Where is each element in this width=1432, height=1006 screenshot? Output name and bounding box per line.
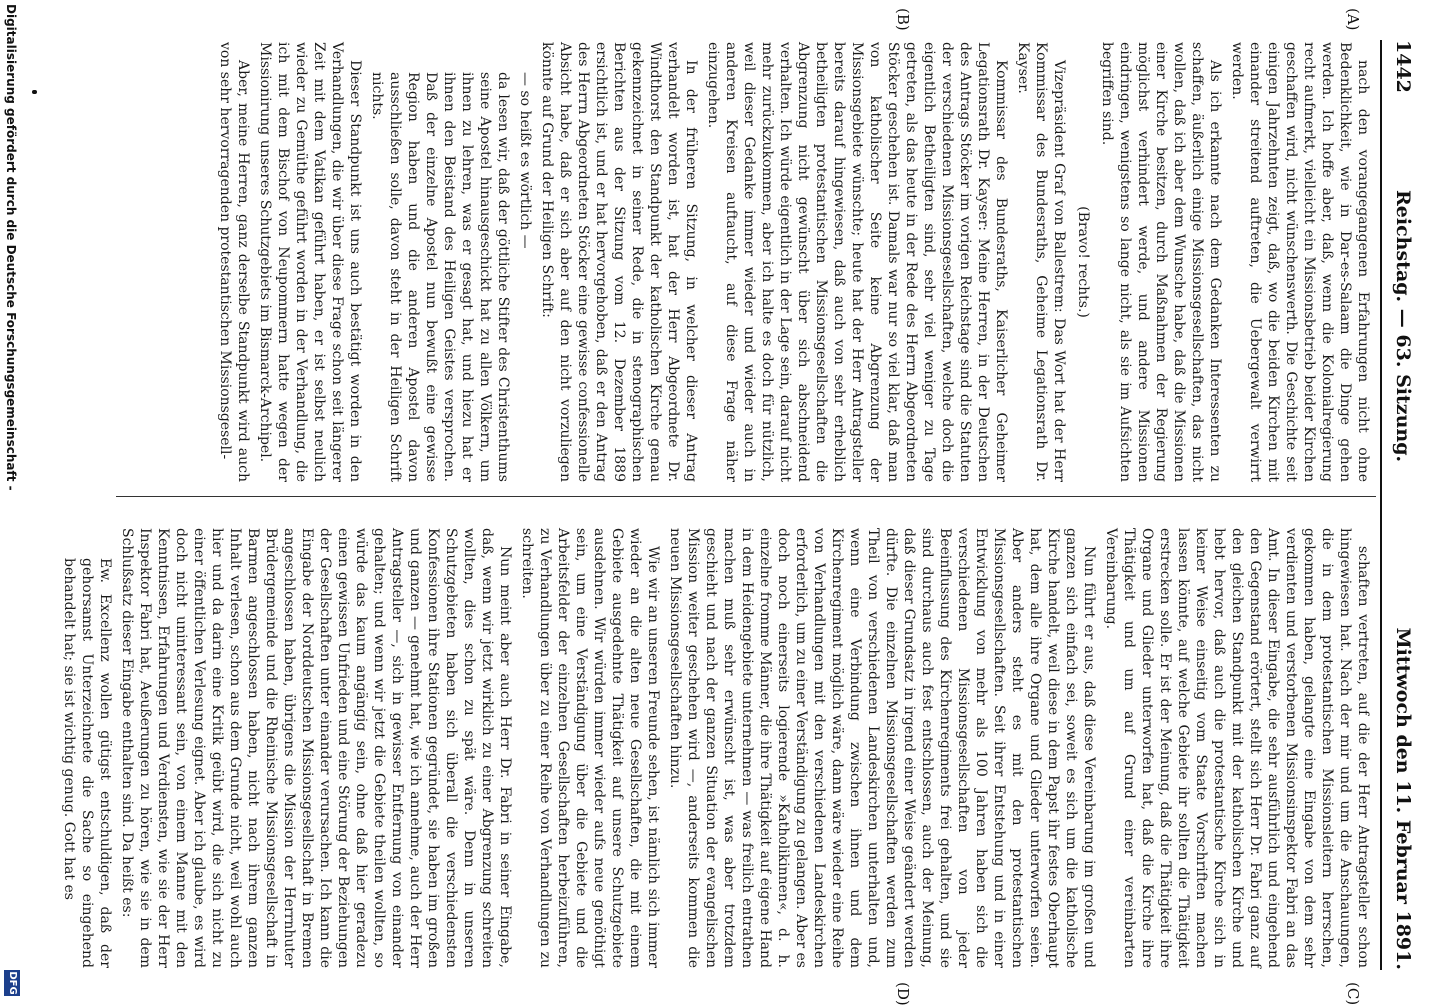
scan-speck [32,90,37,94]
applause-note: (Bravo! rechts.) [1075,206,1091,318]
left-column [212,42,1372,482]
margin-label-b: (B) [894,8,912,31]
paragraph: Aber, meine Herren, ganz derselbe Standpunkt wird auch von sehr hervorragenden protestantischen Missionsgesell- [217,42,251,482]
paragraph: Wie wir an unseren Freunde sehen, ist nämlich sich immer wieder an die alten neue Gesellschaften, die mit einem Gebiete ausgedehnte Thätigkeit auf unsere Schutzgebiete ausdehnen. Wir würden immer wieder aufs neue genöthigt sein, um eine Verständigung über die Gebiete und die Arbeitsfelder der einzelnen Gesellschaften herbeizuführen, zu Verhandlungen über zu einer Reihe von Verhandlungen zu schreiten. [519,528,661,968]
right-column [56,528,1372,968]
paragraph: nach den vorangegangenen Erfahrungen nicht ohne Bedenklichkeit, wie in Dar-es-Salaam die Dinge gehen werden. Ich hoffe aber, daß, wenn die Kolonialregierung recht aufmerkt, vielleicht ein Missionsbetrieb beider Kirchen geschaffen wird, nicht wünschenswerth. Die Geschichte seit einigen Jahrzehnten zeigt, daß, wo die beiden Kirchen mit einander streitend auftreten, die Uebergewalt verwirrt werden. [1229,42,1371,482]
paragraph: Kommissar des Bundesraths, Kaiserlicher Geheimer Legationsrath Dr. Kayser: Meine Herren, in der Deutschen des Antrags Stöcker im vorigen Reichstage sind die Statuten der verschiedenen Missionsgesellschaften, welche doch die eigentlich Betheiligten sind, sehr viel weniger zu Tage getreten, als das heute in der Rede des Herrn Abgeordneten Stöcker geschehen ist. Damals war nur so viel klar, daß man von katholischer Seite keine Abgrenzung der Missionsgebiete wünschte; heute hat der Herr Antragsteller bereits darauf hingewiesen, daß auch von sehr erheblich betheiligten protestantischen Missionsgesellschaften die Abgrenzung nicht gewünscht über sich abschneidend verhalten. Ich würde eigentlich in der Lage sein, darauf nicht mehr zurückzukommen, aber ich halte es doch für nützlich, weil dieser Gedanke immer wieder und wieder auch in anderen Kreisen auftaucht, auf diese Frage näher einzugehen. [705,42,1009,482]
page-title: Reichstag. — 63. Sitzung. [1392,190,1414,463]
paragraph: Als ich erkannte nach dem Gedanken Interessenten zu schaffen, äußerlich einige Missionsgesellschaften, das nicht wollen, daß ich aber dem Wunsche habe, daß die Missionen einer Kirche besitzen, durch Maßnahmen der Regierung möglichst verhindert werde, und andere Missionen eindringen, wenigstens so lange nicht, als sie im Aufsichten begriffen sind. [1099,42,1223,482]
paragraph: In der früheren Sitzung, in welcher dieser Antrag verhandelt worden ist, hat der Herr Abgeordnete Dr. Windthorst den Standpunkt der katholischen Kirche genau gekennzeichnet in seiner Rede, die in stenographischen Berichten aus der Sitzung vom 12. Dezember 1889 ersichtlich ist, und er hat hervorgehoben, daß er den Antrag des Herrn Abgeordneten Stöcker eine gewisse confessionelle Absicht habe, daß er sich aber auf den nicht vorzuliegen könnte auf Grund der Heiligen Schrift: [539,42,699,482]
page-date: Mittwoch den 11. Februar 1891. [1392,627,1414,970]
page-header [1384,40,1414,970]
credit-text: Digitalisierung gefördert durch die Deutsche Forschungsgemeinschaft - [4,4,18,491]
paragraph: Nun führt er aus, daß diese Vereinbarung im großen und ganzen sich einfach sei, soweit es sich um die katholische Kirche handelt, weil diese in dem Papst ihr festes Oberhaupt hat, dem alle ihre Organe und Glieder unterworfen seien. Aber anders steht es mit den protestantischen Missionsgesellschaften. Seit ihrer Entstehung und in einer Entwicklung von mehr als 100 Jahren haben sich die verschiedenen Missionsgesellschaften von jeder Beeinflussung des Kirchenregiments frei gehalten, und sie sind durchaus auch fest entschlossen, auch der Meinung, daß dieser Grundsatz in irgend einer Weise geändert werden dürfte. Die einzelnen Missionsgesellschaften werden zum Theil von verschiedenen Landeskirchen unterhalten und, wenn eine Verbindung zwischen ihnen und dem Kirchenregiment möglich wäre, dann wäre wieder eine Reihe von Verhandlungen mit den verschiedenen Landeskirchen erforderlich, um zu einer Verständigung zu gelangen. Aber es doch noch einerseits logierende »Katholikinnen«, d. h. einzelne fromme Männer, die ihre Thätigkeit auf eigene Hand in dem Heidengebiete unternehmen — was freilich entrathen machen muß sehr erwünscht ist, was aber trotzdem geschieht und nach der ganzen Situation der evangelischen Mission weiter geschehen wird —, anderseits kommen die neuen Missionsgesellschaften hinzu. [667,528,1097,968]
paragraph: schaften vertreten, auf die der Herr Antragsteller schon hingewiesen hat. Nach der mir und um die Anschauungen, die in dem protestantischen Missionsleitern herrschen, gekommen haben, gelangte eine Eingabe von dem sehr verdienten und verstorbenen Missionsinspektor Fabri an das Amt. In dieser Eingabe, die sehr ausführlich und eingehend den Gegenstand erörtert, stellt sich Herr Dr. Fabri ganz auf den gleichen Standpunkt mit der katholischen Kirche und hebt hervor, daß auch die protestantische Kirche sich in keiner Weise einseitig vom Staate Vorschriften machen lassen könnte, auf welche Gebiete ihr sollten die Thätigkeit erstrecken solle. Er ist der Meinung, daß die Thätigkeit ihre Organe und Glieder unterworfen hat, daß die Kirche ihre Thätigkeit und um auf Grund einer vereinbarten Vereinbarung. [1103,528,1371,968]
paragraph: Vizepräsident Graf von Ballestrem: Das Wort hat der Herr Kommissar des Bundesraths, Geheime Legationsrath Dr. Kayser. [1015,42,1067,482]
margin-label-c: (C) [1344,982,1362,1006]
quotation: Ew. Excellenz wollen gütigst entschuldigen, daß der gehorsamst Unterzeichnete die Sache so eingehend behandelt hat; sie ist wichtig genug. Gott hat es [61,558,113,968]
column-divider [116,496,1376,497]
paragraph: Dieser Standpunkt ist uns auch bestätigt worden in den Verhandlungen, die wir über diese Frage schon seit längerer Zeit mit dem Vatikan geführt haben, er ist selbst neulich wieder zu Gemüthe geführt worden in der Verhandlung, die ich mit dem Bischof von Neupommern hatte wegen der Missionirung unseres Schutzgebiets im Bismarck-Archipel. [257,42,363,482]
margin-label-a: (A) [1344,8,1362,31]
page-number: 1442 [1392,40,1414,93]
paragraph: Nun meint aber auch Herr Dr. Fabri in seiner Eingabe, daß, wenn wir jetzt wirklich zu einer Abgrenzung schreiten wollten, dies schon zu spät wäre. Denn in unseren Schutzgebieten haben sich überall die verschiedensten Konfessionen ihre Stationen gegründet, sie haben im großen und ganzen — genehmt hat, wie ich annehme, auch der Herr Antragsteller —, sich in gewisser Entfernung von einander gehalten; und wenn wir jetzt die Gebiete theilen wollten, so würde das kaum angängig sein, ohne daß hier geradezu einen gewissen Unfrieden und eine Störung der Beziehungen der Gesellschaften unter einander verursachen. Ich kann die Eingabe der Norddeutschen Missionsgesellschaft in Bremen angeschlossen haben, übrigens die Mission der Herrnhuter Brüdergemeinde und die Rheinische Missionsgesellschaft in Barmen angeschlossen haben, nicht nach ihrem ganzen Inhalt verlesen, schon aus dem Grunde nicht, weil wohl auch hier und da darin eine Kritik geübt wird, die sich nicht zu einer öffentlichen Verlesung eignet. Aber ich glaube, es wird doch nicht uninteressant sein, von einem Manne mit den Kenntnissen, Erfahrungen und Verdiensten, wie sie der Herr Inspektor Fabri hat, Aeußerungen zu hören, wie sie in dem Schlußsatz dieser Eingabe enthalten sind. Da heißt es: [119,528,513,968]
quote-intro: — so heißt es wörtlich — [517,72,533,249]
header-rule [1380,40,1382,970]
quotation: da lesen wir, daß der göttliche Stifter des Christenthums seine Apostel hinausgeschickt hat zu allen Völkern, um ihnen zu lehren, was er gesagt hat, und hiezu hat er ihnen den Beistand des Heiligen Geistes versprochen. Daß der einzelne Apostel nun bewußt eine gewisse Region haben und die anderen Apostel davon ausschließen solle, davon steht in der Heiligen Schrift nichts. [369,72,511,482]
margin-label-d: (D) [894,982,912,1006]
digitization-credit [0,0,22,1000]
dfg-logo-icon: DFG [4,970,20,996]
